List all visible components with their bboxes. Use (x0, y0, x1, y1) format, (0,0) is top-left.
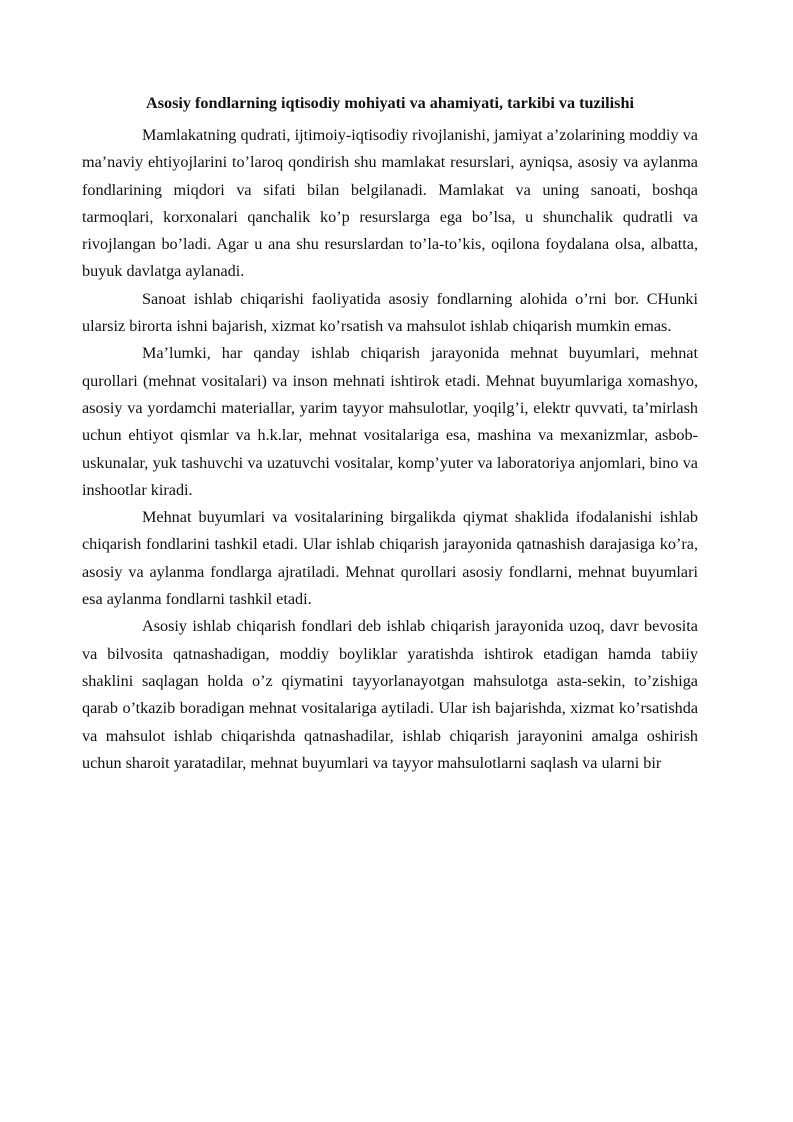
paragraph-2: Sanoat ishlab chiqarishi faoliyatida asosiy fondlarning alohida o’rni bor. CHunki ularsiz birorta ishni bajarish, xizmat ko’rsatish va mahsulot ishlab chiqarish mumkin emas. (82, 289, 698, 336)
paragraph-1: Mamlakatning qudrati, ijtimoiy-iqtisodiy rivojlanishi, jamiyat a’zolarining moddiy va ma’naviy ehtiyojlarini to’laroq qondirish shu mamlakat resurslari, ayniqsa, asosiy va aylanma fondlarining miqdori va sifati bilan belgilanadi. Mamlakat va uning sanoati, boshqa tarmoqlari, korxonalari qanchalik ko’p resurslarga ega bo’lsa, u shunchalik qudratli va rivojlangan bo’ladi. Agar u ana shu resurslardan to’la-to’kis, oqilona foydalana olsa, albatta, buyuk davlatga aylanadi. (82, 126, 698, 281)
paragraph-4: Mehnat buyumlari va vositalarining birgalikda qiymat shaklida ifodalanishi ishlab chiqarish fondlarini tashkil etadi. Ular ishlab chiqarish jarayonida qatnashish darajasiga ko’ra, asosiy va aylanma fondlarga ajratiladi. Mehnat qurollari asosiy fondlarni, mehnat buyumlari esa aylanma fondlarni tashkil etadi. (82, 508, 698, 609)
document-title: Asosiy fondlarning iqtisodiy mohiyati va ahamiyati, tarkibi va tuzilishi (146, 94, 634, 112)
paragraph-5: Asosiy ishlab chiqarish fondlari deb ishlab chiqarish jarayonida uzoq, davr bevosita va bilvosita qatnashadigan, moddiy boyliklar yaratishda ishtirok etadigan hamda tabiiy shaklini saqlagan holda o’z qiymatini tayyorlanayotgan mahsulotga asta-sekin, to’zishiga qarab o’tkazib boradigan mehnat vositalariga aytiladi. Ular ish bajarishda, xizmat ko’rsatishda va mahsulot ishlab chiqarishda qatnashadilar, ishlab chiqarish jarayonini amalga oshirish uchun sharoit yaratadilar, mehnat buyumlari va tayyor mahsulotlarni saqlash va ularni bir (82, 617, 698, 772)
paragraph-3: Ma’lumki, har qanday ishlab chiqarish jarayonida mehnat buyumlari, mehnat qurollari (mehnat vositalari) va inson mehnati ishtirok etadi. Mehnat buyumlariga xomashyo, asosiy va yordamchi materiallar, yarim tayyor mahsulotlar, yoqilg’i, elektr quvvati, ta’mirlash uchun ehtiyot qismlar va h.k.lar, mehnat vositalariga esa, mashina va mexanizmlar, asbob-uskunalar, yuk tashuvchi va uzatuvchi vositalar, komp’yuter va laboratoriya anjomlari, bino va inshootlar kiradi. (82, 344, 698, 499)
